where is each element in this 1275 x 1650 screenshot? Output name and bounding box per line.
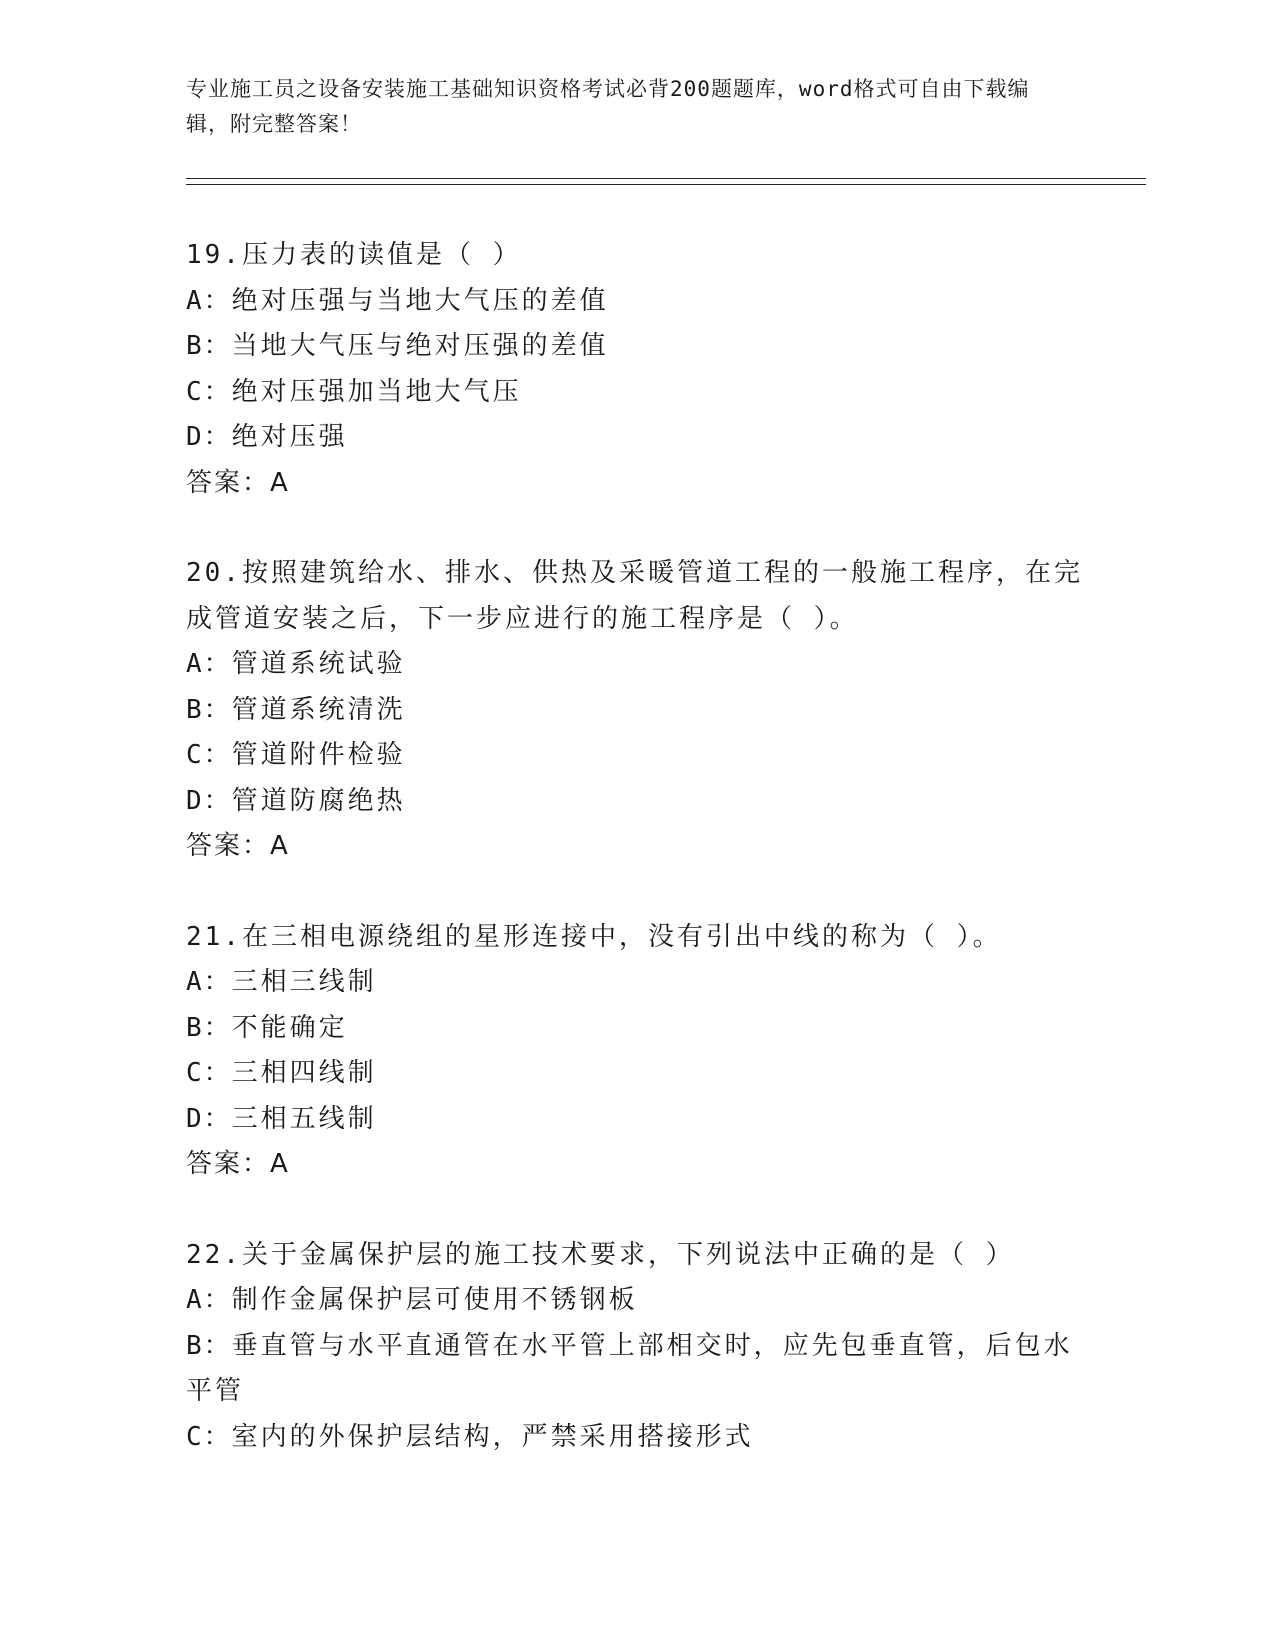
option-d: [186, 415, 1086, 461]
option-a: [186, 1278, 1086, 1324]
option-text: 管道附件检验: [231, 740, 406, 770]
option-text: 绝对压强: [231, 422, 348, 452]
option-d: [186, 779, 1086, 825]
question-stem: 20.按照建筑给水、排水、供热及采暖管道工程的一般施工程序，在完成管道安装之后，下一步应进行的施工程序是（ ）。: [186, 558, 1083, 634]
option-prefix: B：: [186, 694, 232, 725]
option-prefix: D：: [186, 785, 232, 816]
option-prefix: B：: [186, 331, 232, 361]
document-header: [186, 72, 1066, 142]
option-text: 管道系统清洗: [231, 694, 406, 725]
option-b: [186, 324, 1086, 370]
question-19: [186, 233, 1086, 506]
question-21: [186, 915, 1086, 1188]
answer-line: [186, 824, 1086, 870]
option-text: 绝对压强与当地大气压的差值: [231, 285, 609, 316]
question-22: [186, 1233, 1086, 1461]
option-prefix: C：: [186, 376, 232, 407]
option-b: [186, 688, 1086, 734]
option-text: 室内的外保护层结构，严禁采用搭接形式: [231, 1421, 754, 1452]
option-prefix: A：: [186, 967, 232, 997]
answer-line: [186, 461, 1086, 507]
option-text: 三相四线制: [231, 1058, 377, 1088]
option-text: 三相三线制: [231, 967, 377, 997]
option-prefix: C：: [186, 740, 232, 770]
answer-value: A: [270, 1149, 291, 1179]
option-prefix: A：: [186, 649, 232, 679]
option-prefix: B：: [186, 1012, 232, 1043]
answer-value: A: [270, 467, 291, 498]
question-20: [186, 551, 1086, 870]
option-a: [186, 279, 1086, 325]
option-text: 制作金属保护层可使用不锈钢板: [231, 1285, 638, 1315]
header-divider-top: [186, 178, 1146, 179]
option-b: [186, 1006, 1086, 1052]
question-stem: 19.压力表的读值是（ ）: [186, 240, 522, 270]
option-text: 管道防腐绝热: [231, 785, 406, 816]
option-text: 绝对压强加当地大气压: [231, 376, 522, 407]
option-text: 当地大气压与绝对压强的差值: [231, 331, 609, 361]
option-prefix: D：: [186, 422, 232, 452]
option-prefix: A：: [186, 1285, 232, 1315]
answer-label: 答案：: [186, 467, 271, 498]
question-stem: 22.关于金属保护层的施工技术要求，下列说法中正确的是（ ）: [186, 1239, 1015, 1270]
question-stem: 21.在三相电源绕组的星形连接中，没有引出中线的称为（ ）。: [186, 921, 1002, 952]
option-prefix: C：: [186, 1058, 232, 1088]
option-c: [186, 370, 1086, 416]
option-c: [186, 1415, 1086, 1461]
option-a: [186, 642, 1086, 688]
answer-value: A: [270, 831, 291, 861]
option-prefix: C：: [186, 1421, 232, 1452]
option-text: 垂直管与水平直通管在水平管上部相交时，应先包垂直管，后包水平管: [186, 1330, 1073, 1406]
question-list: [186, 233, 1086, 1505]
option-c: [186, 1051, 1086, 1097]
option-d: [186, 1097, 1086, 1143]
option-prefix: D：: [186, 1103, 232, 1134]
option-prefix: A：: [186, 285, 232, 316]
option-text: 三相五线制: [231, 1103, 377, 1134]
option-c: [186, 733, 1086, 779]
document-title: 专业施工员之设备安装施工基础知识资格考试必背200题题库，word格式可自由下载编辑，附完整答案！: [186, 77, 1030, 136]
option-prefix: B：: [186, 1330, 232, 1361]
answer-line: [186, 1142, 1086, 1188]
option-b: [186, 1324, 1086, 1415]
option-a: [186, 960, 1086, 1006]
answer-label: 答案：: [186, 1149, 271, 1179]
option-text: 管道系统试验: [231, 649, 406, 679]
header-divider-bottom: [186, 184, 1146, 185]
option-text: 不能确定: [231, 1012, 348, 1043]
answer-label: 答案：: [186, 831, 271, 861]
